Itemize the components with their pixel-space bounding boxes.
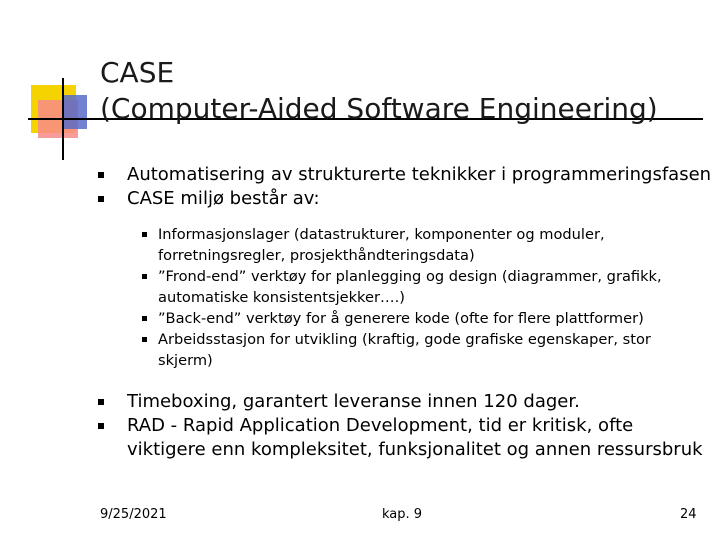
sub-bullet-item [0, 266, 698, 308]
bullet-item [0, 414, 707, 462]
bullet-text: RAD - Rapid Application Development, tid er kritisk, ofte viktigere enn kompleksitet, funksjonalitet og annen ressursbruk [127, 415, 703, 460]
sub-bullet-list [0, 224, 698, 371]
square-bullet-icon [98, 423, 104, 429]
square-bullet-icon [98, 399, 104, 405]
bullet-text: CASE miljø består av: [127, 188, 320, 209]
footer-page-number: 24 [680, 507, 697, 522]
sub-bullet-item [0, 308, 698, 329]
square-bullet-icon [142, 337, 147, 342]
title-line-1: CASE [100, 56, 175, 89]
sub-bullet-item [0, 329, 698, 371]
square-bullet-icon [98, 196, 104, 202]
title-line-2: (Computer-Aided Software Engineering) [100, 92, 658, 125]
square-bullet-icon [142, 316, 147, 321]
bullet-item [0, 390, 707, 414]
bullet-text: Automatisering av strukturerte teknikker i programmeringsfasen [127, 164, 712, 185]
sub-bullet-text: Arbeidsstasjon for utvikling (kraftig, gode grafiske egenskaper, stor skjerm) [158, 331, 651, 369]
footer-chapter: kap. 9 [382, 507, 423, 522]
sub-bullet-text: ”Back-end” verktøy for å generere kode (ofte for flere plattformer) [158, 310, 644, 327]
square-bullet-icon [142, 274, 147, 279]
square-bullet-icon [98, 172, 104, 178]
decor-blue-square [63, 95, 87, 129]
main-bullet-list-bottom [0, 390, 707, 462]
square-bullet-icon [142, 232, 147, 237]
bullet-item [0, 187, 711, 211]
sub-bullet-item [0, 224, 698, 266]
main-bullet-list-top [0, 163, 711, 211]
sub-bullet-text: ”Frond-end” verktøy for planlegging og design (diagrammer, grafikk, automatiske konsistentsjekker….) [158, 268, 662, 306]
bullet-item [0, 163, 711, 187]
bullet-text: Timeboxing, garantert leveranse innen 120 dager. [127, 391, 580, 412]
slide-title [100, 55, 658, 127]
footer-date: 9/25/2021 [100, 507, 167, 522]
sub-bullet-text: Informasjonslager (datastrukturer, komponenter og moduler, forretningsregler, prosjekthåndteringsdata) [158, 226, 605, 264]
